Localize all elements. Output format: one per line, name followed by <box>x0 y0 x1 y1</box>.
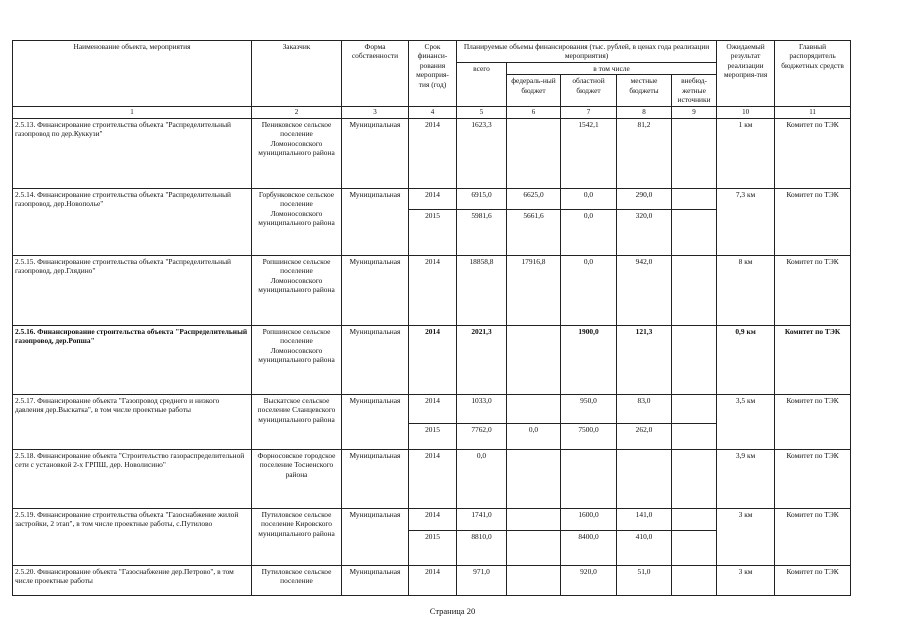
table-row <box>13 508 851 530</box>
col-number: 2 <box>252 106 342 118</box>
year: 2014 <box>409 255 457 325</box>
expected-result: 3,9 км <box>717 449 775 508</box>
expected-result: 3,5 км <box>717 394 775 449</box>
extrabudget-amount <box>672 449 717 508</box>
year: 2015 <box>409 423 457 449</box>
header-local: местные бюджеты <box>617 75 672 106</box>
extrabudget-amount <box>672 118 717 188</box>
total-amount: 8810,0 <box>457 530 507 565</box>
regional-amount <box>561 449 617 508</box>
col-number: 7 <box>561 106 617 118</box>
object-name: 2.5.13. Финансирование строительства объекта "Распределительный газопровод по дер.Куккузи" <box>13 118 252 188</box>
extrabudget-amount <box>672 508 717 530</box>
col-number: 1 <box>13 106 252 118</box>
table-row <box>13 188 851 209</box>
page-number: Страница 20 <box>429 606 476 616</box>
ownership-form: Муниципальная <box>342 565 409 595</box>
header-extrabudget: внебюд-жетные источники <box>672 75 717 106</box>
object-name: 2.5.19. Финансирование строительства объекта "Газоснабжение жилой застройки, 2 этап", в том числе проектные работы, с.Путилово <box>13 508 252 565</box>
total-amount: 971,0 <box>457 565 507 595</box>
col-number: 10 <box>717 106 775 118</box>
regional-amount: 920,0 <box>561 565 617 595</box>
object-name: 2.5.14. Финансирование строительства объекта "Распределительный газопровод, дер.Новополье" <box>13 188 252 255</box>
customer: Пениковское сельское поселение Ломоносовского муниципального района <box>252 118 342 188</box>
object-name: 2.5.16. Финансирование строительства объекта "Распределительный газопровод, дер.Ропша" <box>13 325 252 394</box>
federal-amount <box>507 530 561 565</box>
budget-manager: Комитет по ТЭК <box>775 394 851 449</box>
customer: Ропшинское сельское поселение Ломоносовского муниципального района <box>252 325 342 394</box>
total-amount: 1623,3 <box>457 118 507 188</box>
col-number: 8 <box>617 106 672 118</box>
customer: Путиловское сельское поселение Кировского муниципального района <box>252 508 342 565</box>
col-number: 3 <box>342 106 409 118</box>
federal-amount: 6625,0 <box>507 188 561 209</box>
table-row <box>13 255 851 325</box>
customer: Путиловское сельское поселение <box>252 565 342 595</box>
header-regional: областной бюджет <box>561 75 617 106</box>
regional-amount: 1600,0 <box>561 508 617 530</box>
regional-amount: 7500,0 <box>561 423 617 449</box>
expected-result: 8 км <box>717 255 775 325</box>
regional-amount: 1542,1 <box>561 118 617 188</box>
object-name: 2.5.15. Финансирование строительства объекта "Распределительный газопровод, дер.Глядино" <box>13 255 252 325</box>
federal-amount <box>507 325 561 394</box>
federal-amount <box>507 449 561 508</box>
local-amount: 262,0 <box>617 423 672 449</box>
customer: Форносовское городское поселение Тосненского района <box>252 449 342 508</box>
year: 2014 <box>409 118 457 188</box>
year: 2014 <box>409 325 457 394</box>
federal-amount <box>507 118 561 188</box>
local-amount: 410,0 <box>617 530 672 565</box>
header-manager: Главный распорядитель бюджетных средств <box>775 41 851 107</box>
local-amount: 81,2 <box>617 118 672 188</box>
budget-manager: Комитет по ТЭК <box>775 449 851 508</box>
local-amount: 141,0 <box>617 508 672 530</box>
object-name: 2.5.18. Финансирование объекта "Строительство газораспределительной сети с установкой 2-х ГРПШ, дер. Новолисино" <box>13 449 252 508</box>
financing-table <box>12 40 851 596</box>
extrabudget-amount <box>672 394 717 423</box>
document-page <box>12 40 850 596</box>
header-ownership: Форма собственности <box>342 41 409 107</box>
budget-manager: Комитет по ТЭК <box>775 508 851 565</box>
regional-amount: 8400,0 <box>561 530 617 565</box>
total-amount: 0,0 <box>457 449 507 508</box>
header-customer: Заказчик <box>252 41 342 107</box>
header-name: Наименование объекта, мероприятия <box>13 41 252 107</box>
col-number: 5 <box>457 106 507 118</box>
federal-amount <box>507 394 561 423</box>
federal-amount: 5661,6 <box>507 209 561 255</box>
ownership-form: Муниципальная <box>342 394 409 449</box>
ownership-form: Муниципальная <box>342 118 409 188</box>
col-number: 11 <box>775 106 851 118</box>
table-row <box>13 325 851 394</box>
local-amount <box>617 449 672 508</box>
federal-amount: 0,0 <box>507 423 561 449</box>
expected-result: 7,3 км <box>717 188 775 255</box>
local-amount: 320,0 <box>617 209 672 255</box>
year: 2015 <box>409 209 457 255</box>
total-amount: 1033,0 <box>457 394 507 423</box>
ownership-form: Муниципальная <box>342 188 409 255</box>
year: 2014 <box>409 449 457 508</box>
header-volumes: Планируемые объемы финансирования (тыс. рублей, в ценах года реализации мероприятия) <box>457 41 717 63</box>
customer: Горбунковское сельское поселение Ломоносовского муниципального района <box>252 188 342 255</box>
customer: Выскатское сельское поселение Сланцевского муниципального района <box>252 394 342 449</box>
total-amount: 2021,3 <box>457 325 507 394</box>
expected-result: 3 км <box>717 565 775 595</box>
col-number: 6 <box>507 106 561 118</box>
ownership-form: Муниципальная <box>342 325 409 394</box>
local-amount: 83,0 <box>617 394 672 423</box>
year: 2014 <box>409 565 457 595</box>
ownership-form: Муниципальная <box>342 508 409 565</box>
ownership-form: Муниципальная <box>342 449 409 508</box>
budget-manager: Комитет по ТЭК <box>775 188 851 255</box>
total-amount: 6915,0 <box>457 188 507 209</box>
col-number: 9 <box>672 106 717 118</box>
object-name: 2.5.20. Финансирование объекта "Газоснабжение дер.Петрово", в том числе проектные работы <box>13 565 252 595</box>
year: 2014 <box>409 508 457 530</box>
regional-amount: 0,0 <box>561 255 617 325</box>
budget-manager: Комитет по ТЭК <box>775 565 851 595</box>
extrabudget-amount <box>672 423 717 449</box>
col-number: 4 <box>409 106 457 118</box>
regional-amount: 1900,0 <box>561 325 617 394</box>
expected-result: 0,9 км <box>717 325 775 394</box>
customer: Ропшинское сельское поселение Ломоносовского муниципального района <box>252 255 342 325</box>
regional-amount: 0,0 <box>561 209 617 255</box>
table-row <box>13 118 851 188</box>
total-amount: 7762,0 <box>457 423 507 449</box>
regional-amount: 0,0 <box>561 188 617 209</box>
table-row <box>13 394 851 423</box>
local-amount: 121,3 <box>617 325 672 394</box>
extrabudget-amount <box>672 209 717 255</box>
year: 2014 <box>409 188 457 209</box>
header-term: Срок финанси-рования мероприя-тия (год) <box>409 41 457 107</box>
budget-manager: Комитет по ТЭК <box>775 118 851 188</box>
local-amount: 51,0 <box>617 565 672 595</box>
total-amount: 18858,8 <box>457 255 507 325</box>
extrabudget-amount <box>672 565 717 595</box>
regional-amount: 950,0 <box>561 394 617 423</box>
local-amount: 290,0 <box>617 188 672 209</box>
year: 2015 <box>409 530 457 565</box>
table-row <box>13 565 851 595</box>
object-name: 2.5.17. Финансирование объекта "Газопровод среднего и низкого давления дер.Выскатка", в том числе проектные работы <box>13 394 252 449</box>
header-result: Ожидаемый результат реализации мероприя-тия <box>717 41 775 107</box>
extrabudget-amount <box>672 255 717 325</box>
extrabudget-amount <box>672 530 717 565</box>
expected-result: 1 км <box>717 118 775 188</box>
federal-amount <box>507 565 561 595</box>
extrabudget-amount <box>672 325 717 394</box>
header-including: в том числе <box>507 63 717 75</box>
local-amount: 942,0 <box>617 255 672 325</box>
ownership-form: Муниципальная <box>342 255 409 325</box>
total-amount: 1741,0 <box>457 508 507 530</box>
budget-manager: Комитет по ТЭК <box>775 325 851 394</box>
extrabudget-amount <box>672 188 717 209</box>
year: 2014 <box>409 394 457 423</box>
total-amount: 5981,6 <box>457 209 507 255</box>
federal-amount: 17916,8 <box>507 255 561 325</box>
federal-amount <box>507 508 561 530</box>
expected-result: 3 км <box>717 508 775 565</box>
header-total: всего <box>457 63 507 107</box>
header-federal: федераль-ный бюджет <box>507 75 561 106</box>
column-number-row <box>13 106 851 118</box>
table-row <box>13 449 851 508</box>
budget-manager: Комитет по ТЭК <box>775 255 851 325</box>
